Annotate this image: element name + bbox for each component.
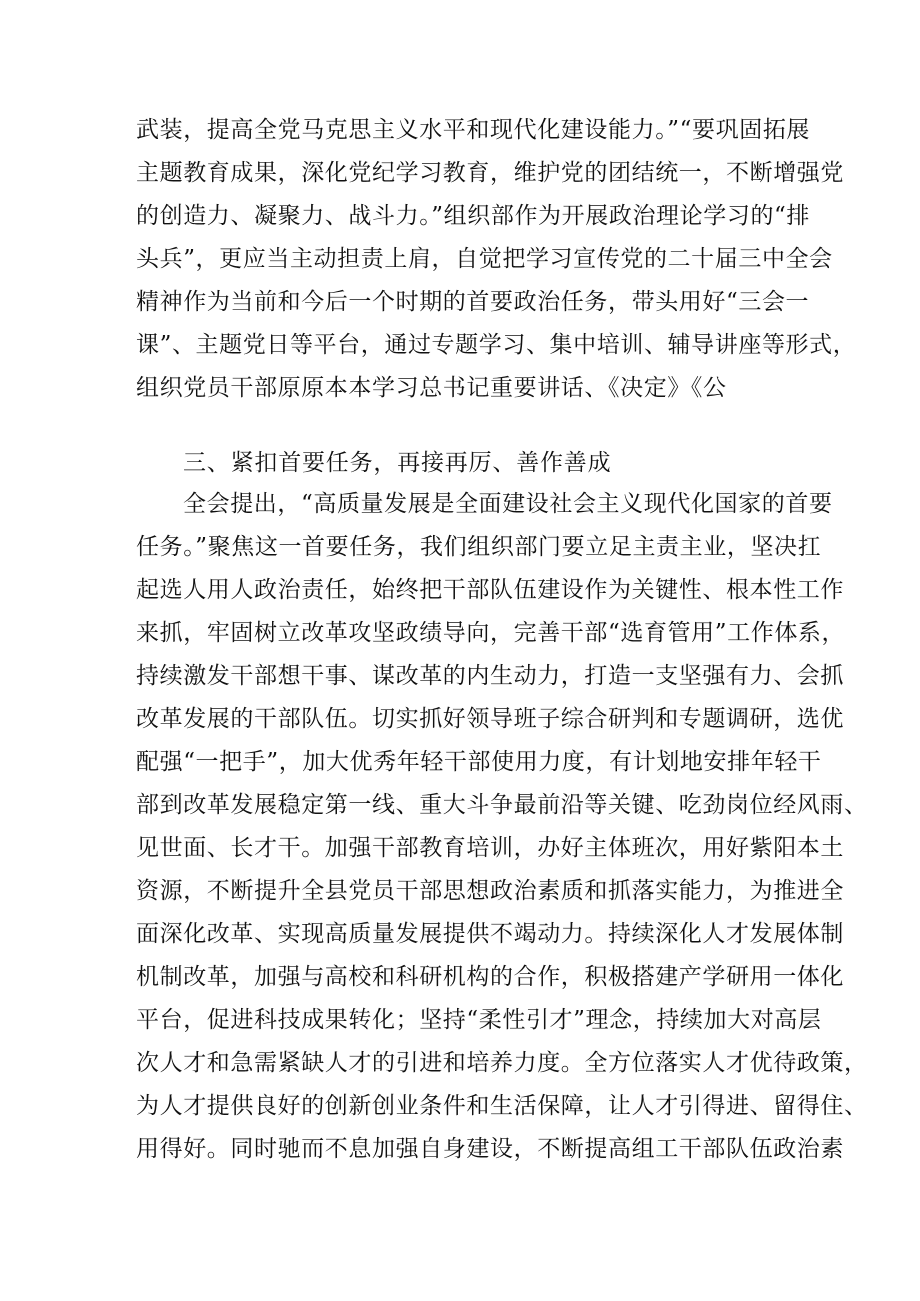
text-line: 用得好。同时驰而不息加强自身建设，不断提高组工干部队伍政治素 [136, 1136, 844, 1162]
text-line: 起选人用人政治责任，始终把干部队伍建设作为关键性、根本性工作 [136, 577, 844, 603]
text-line: 面深化改革、实现高质量发展提供不竭动力。持续深化人才发展体制 [136, 921, 844, 947]
text-line: 次人才和急需紧缺人才的引进和培养力度。全方位落实人才优待政策， [136, 1050, 868, 1076]
text-line: 平台，促进科技成果转化；坚持“柔性引才”理念，持续加大对高层 [136, 1007, 822, 1033]
section-heading: 三、紧扣首要任务，再接再厉、善作善成 [183, 450, 612, 476]
text-line: 持续激发干部想干事、谋改革的内生动力，打造一支坚强有力、会抓 [136, 663, 844, 689]
text-line: 任务。”聚焦这一首要任务，我们组织部门要立足主责主业，坚决扛 [136, 534, 822, 560]
text-line: 全会提出，“高质量发展是全面建设社会主义现代化国家的首要 [183, 491, 833, 517]
text-line: 配强“一把手”，加大优秀年轻干部使用力度，有计划地安排年轻干 [136, 749, 822, 775]
text-line: 头兵”，更应当主动担责上肩，自觉把学习宣传党的二十届三中全会 [136, 246, 833, 272]
text-line: 改革发展的干部队伍。切实抓好领导班子综合研判和专题调研，选优 [136, 706, 844, 732]
text-line: 见世面、长才干。加强干部教育培训，办好主体班次，用好紫阳本土 [136, 835, 844, 861]
text-line: 武装，提高全党马克思主义水平和现代化建设能力。”“要巩固拓展 [136, 117, 811, 143]
text-line: 机制改革，加强与高校和科研机构的合作，积极搭建产学研用一体化 [136, 964, 844, 990]
text-line: 的创造力、凝聚力、战斗力。”组织部作为开展政治理论学习的“排 [136, 203, 811, 229]
text-line: 主题教育成果，深化党纪学习教育，维护党的团结统一，不断增强党 [136, 160, 844, 186]
text-line: 来抓，牢固树立改革攻坚政绩导向，完善干部“选育管用”工作体系， [136, 620, 846, 646]
text-line: 资源，不断提升全县党员干部思想政治素质和抓落实能力，为推进全 [136, 878, 844, 904]
text-line: 课”、主题党日等平台，通过专题学习、集中培训、辅导讲座等形式， [136, 332, 857, 358]
text-line: 组织党员干部原原本本学习总书记重要讲话、《决定》《公 [136, 375, 727, 401]
text-line: 精神作为当前和今后一个时期的首要政治任务，带头用好“三会一 [136, 289, 810, 315]
text-line: 为人才提供良好的创新创业条件和生活保障，让人才引得进、留得住、 [136, 1093, 868, 1119]
text-line: 部到改革发展稳定第一线、重大斗争最前沿等关键、吃劲岗位经风雨、 [136, 792, 868, 818]
